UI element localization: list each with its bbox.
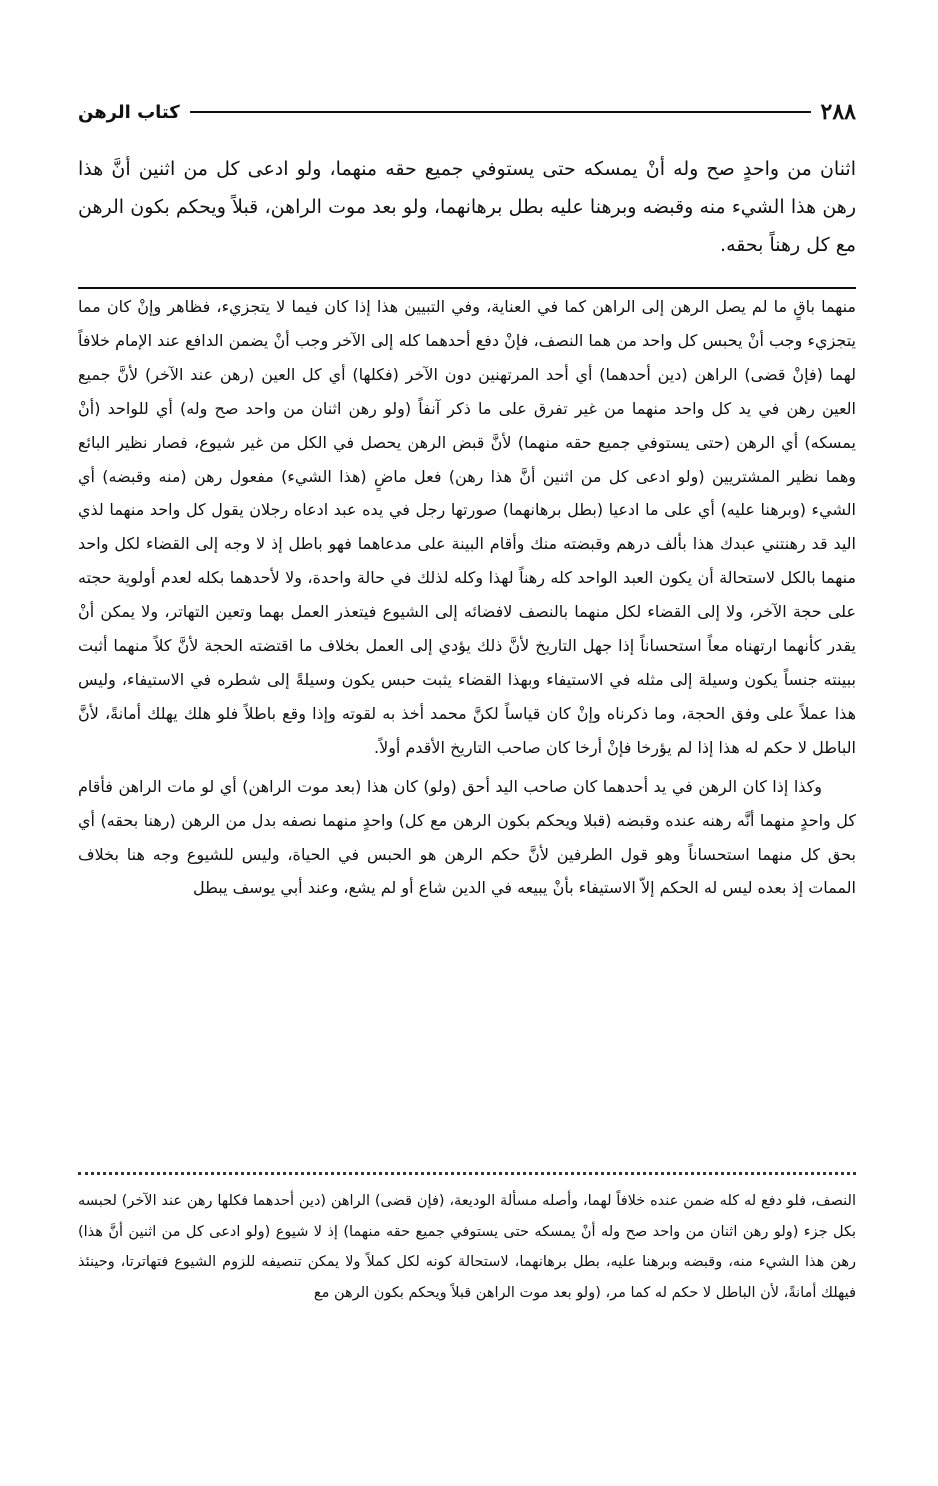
text-divider	[78, 287, 856, 289]
main-text: اثنان من واحدٍ صح وله أنْ يمسكه حتى يستوفي جميع حقه منهما، ولو ادعى كل من اثنين أنَّ هذا رهن هذا الشيء منه وقبضه وبرهنا عليه بطل برهانهما، ولو بعد موت الراهن، قبلاً ويحكم بكون الرهن مع كل رهناً بحقه.	[78, 158, 856, 256]
page-number: ٢٨٨	[820, 99, 856, 125]
book-page	[78, 0, 856, 1486]
footnote-text: النصف، فلو دفع له كله ضمن عنده خلافاً لهما، وأصله مسألة الوديعة، (فإن قضى) الراهن (دين أحدهما فكلها رهن عند الآخر) لحبسه بكل جزء (ولو رهن اثنان من واحد صح وله أنْ يمسكه حتى يستوفي جميع حقه منهما) إذ لا شيوع (ولو ادعى كل من اثنين أنَّ هذا) رهن هذا الشيء منه، وقبضه وبرهنا عليه، بطل برهانهما، لاستحالة كونه لكل كملاً ولا يمكن تنصيفه للزوم الشيوع فتهاترتا، وحينئذ فيهلك أمانةً، لأن الباطل لا حكم له كما مر، (ولو بعد موت الراهن قبلاً ويحكم بكون الرهن مع	[78, 1193, 856, 1301]
footnote-divider	[78, 1172, 856, 1175]
running-title: كتاب الرهن	[78, 101, 180, 123]
header-rule	[190, 111, 811, 113]
commentary-paragraph: منهما باقٍ ما لم يصل الرهن إلى الراهن كما في العناية، وفي التبيين هذا إذا كان فيما لا يتجزيء، فظاهر وإنْ كان مما يتجزيء وجب أنْ يحبس كل واحد من هما النصف، فإنْ دفع أحدهما كله إلى الآخر وجب أنْ يضمن الدافع عند الإمام خلافاً لهما (فإنْ قضى) الراهن (دين أحدهما) أي أحد المرتهنين دون الآخر (فكلها) أي كل العين (رهن عند الآخر) لأنَّ جميع العين رهن في يد كل واحد منهما من غير تفرق على ما ذكر آنفاً (ولو رهن اثنان من واحد صح وله) أي للواحد (أنْ يمسكه) أي الرهن (حتى يستوفي جميع حقه منهما) لأنَّ قبض الرهن يحصل في الكل من غير شيوع، فصار نظير البائع وهما نظير المشتريين (ولو ادعى كل من اثنين أنَّ هذا رهن) فعل ماضٍ (هذا الشيء) مفعول رهن (منه وقبضه) أي الشيء (وبرهنا عليه) أي على ما ادعيا (بطل برهانهما) صورتها رجل في يده عبد ادعاه رجلان يقول كل واحد منهما لذي اليد قد رهنتني عبدك هذا بألف درهم وقبضته منك وأقام البينة على مدعاهما فهو باطل إذ لا وجه إلى القضاء لكل واحد منهما بالكل لاستحالة أن يكون العبد الواحد كله رهناً لهذا وكله لذلك في حالة واحدة، ولا لأحدهما بكله لعدم أولوية حجته على حجة الآخر، ولا إلى القضاء لكل منهما بالنصف لافضائه إلى الشيوع فيتعذر العمل بهما وتعين التهاتر، ولا يمكن أنْ يقدر كأنهما ارتهناه معاً استحساناً إذا جهل التاريخ لأنَّ ذلك يؤدي إلى العمل بخلاف ما اقتضته الحجة لأنَّ كلاً منهما أثبت ببينته جنساً يكون وسيلة إلى مثله في الاستيفاء وبهذا القضاء يثبت حبس يكون وسيلةً إلى شطره في الاستيفاء، وليس هذا عملاً على وفق الحجة، وما ذكرناه وإنْ كان قياساً لكنَّ محمد أخذ به لقوته وإذا وقع باطلاً فلو هلك يهلك أمانةً، لأنَّ الباطل لا حكم له هذا إذا لم يؤرخا فإنْ أرخا كان صاحب التاريخ الأقدم أولاً.	[78, 297, 856, 757]
footnotes	[78, 1186, 856, 1308]
commentary	[78, 290, 856, 905]
page-header	[78, 92, 856, 132]
commentary-paragraph: وكذا إذا كان الرهن في يد أحدهما كان صاحب اليد أحق (ولو) كان هذا (بعد موت الراهن) أي لو مات الراهن فأقام كل واحدٍ منهما أنَّه رهنه عنده وقبضه (قبلا ويحكم بكون الرهن مع كل) واحدٍ منهما نصفه بدل من الرهن (رهنا بحقه) أي بحق كل منهما استحساناً وهو قول الطرفين لأنَّ حكم الرهن هو الحبس في الحياة، وليس للشيوع وجه هنا بخلاف الممات إذ بعده ليس له الحكم إلاّ الاستيفاء بأنْ يبيعه في الدين شاع أو لم يشع، وعند أبي يوسف يبطل	[78, 776, 856, 898]
